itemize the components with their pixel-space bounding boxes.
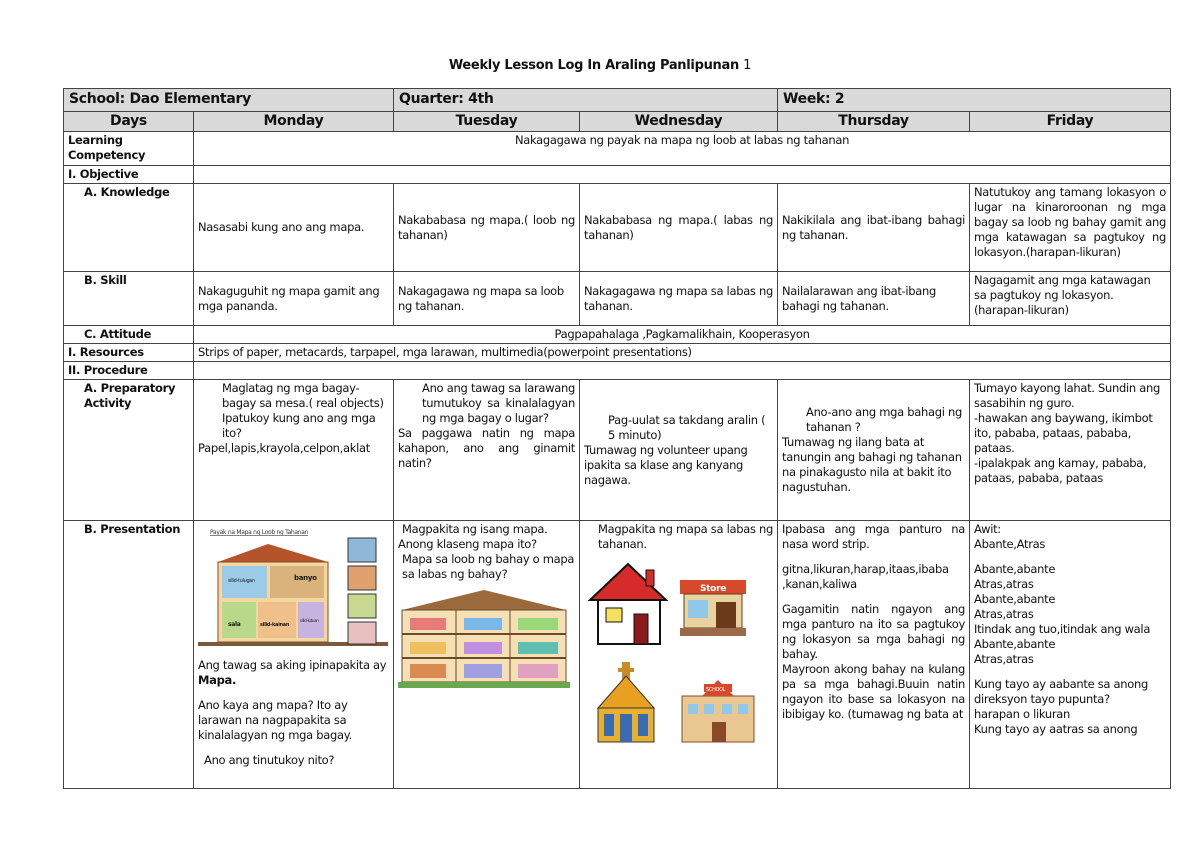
preparatory-tuesday: Ano ang tawag sa larawang tumutukoy sa kinalalagyan ng mga bagay o lugar? Sa paggawa natin ng mapa kahapon, ano ang ginamit natin?: [394, 380, 580, 521]
preparatory-friday: Tumayo kayong lahat. Sundin ang sasabihin ng guro. -hawakan ang baywang, ikimbot ito, pababa, pataas, pababa, pataas. -ipalakpak ang kamay, pababa, pataas, pababa, pataas: [970, 380, 1171, 521]
day-header: Days: [64, 112, 194, 132]
svg-text:silid-kainan: silid-kainan: [260, 622, 290, 628]
presentation-friday: Awit: Abante,Atras Abante,abante Atras,atras Abante,abante Atras,atras Itindak ang tuo,itindak ang wala Abante,abante Atras,atras Kung tayo ay aabante sa anong direksyon tayo pupunta? harapan o likuran Kung tayo ay aatras sa anong: [970, 521, 1171, 789]
objective-row: [64, 166, 1171, 184]
objective-label: I. Objective: [64, 166, 194, 184]
preparatory-row: [64, 380, 1171, 521]
procedure-label: II. Procedure: [64, 362, 194, 380]
knowledge-tuesday: Nakababasa ng mapa.( loob ng tahanan): [394, 184, 580, 272]
school-cell: School: Dao Elementary: [64, 89, 394, 112]
presentation-label: B. Presentation: [64, 521, 194, 789]
knowledge-friday: Natutukoy ang tamang lokasyon o lugar na kinaroroonan ng mga bagay sa loob ng bahay gamit ang mga katawagan sa pagtukoy ng lokasyon.(harapan-likuran): [970, 184, 1171, 272]
preparatory-wednesday: Pag-uulat sa takdang aralin ( 5 minuto) Tumawag ng volunteer upang ipakita sa klase ang kanyang nagawa.: [580, 380, 778, 521]
house-cutaway-illustration: [398, 588, 570, 688]
svg-text:silid-lutuan: silid-lutuan: [300, 618, 319, 623]
day-header: Thursday: [778, 112, 970, 132]
day-header: Tuesday: [394, 112, 580, 132]
skill-monday: Nakaguguhit ng mapa gamit ang mga pananda.: [194, 272, 394, 326]
resources-row: [64, 344, 1171, 362]
quarter-cell: Quarter: 4th: [394, 89, 778, 112]
svg-text:sala: sala: [228, 621, 241, 628]
attitude-text: Pagpapahalaga ,Pagkamalikhain, Kooperasyon: [194, 326, 1171, 344]
knowledge-wednesday: Nakababasa ng mapa.( labas ng tahanan): [580, 184, 778, 272]
house-floor-plan-illustration: [198, 522, 388, 654]
competency-row: [64, 132, 1171, 166]
day-header: Monday: [194, 112, 394, 132]
preparatory-label: A. Preparatory Activity: [64, 380, 194, 521]
presentation-monday: Payak na Mapa ng Loob ng Tahanan silid-tulugan banyo sala silid-kainan silid-lutuan Ang tawag sa aking ipinapakita ay Mapa. Ano kaya ang mapa? Ito ay larawan na nagpapakita sa kinalalagyan ng mga bagay. Ano ang tinutukoy nito?: [194, 521, 394, 789]
resources-label: I. Resources: [64, 344, 194, 362]
presentation-tuesday: Magpakita ng isang mapa. Anong klaseng mapa ito? Mapa sa loob ng bahay o mapa sa labas ng bahay?: [394, 521, 580, 789]
svg-text:SCHOOL: SCHOOL: [706, 687, 726, 693]
skill-friday: Nagagamit ang mga katawagan sa pagtukoy ng lokasyon. (harapan-likuran): [970, 272, 1171, 326]
presentation-row: [64, 521, 1171, 789]
preparatory-monday: Maglatag ng mga bagay-bagay sa mesa.( real objects) Ipatukoy kung ano ang mga ito? Papel,lapis,krayola,celpon,aklat: [194, 380, 394, 521]
knowledge-thursday: Nakikilala ang ibat-ibang bahagi ng tahanan.: [778, 184, 970, 272]
floor-plan-caption: Payak na Mapa ng Loob ng Tahanan: [210, 529, 309, 536]
header-row: [64, 89, 1171, 112]
knowledge-row: [64, 184, 1171, 272]
skill-wednesday: Nakagagawa ng mapa sa labas ng tahanan.: [580, 272, 778, 326]
presentation-thursday: Ipabasa ang mga panturo na nasa word strip. gitna,likuran,harap,itaas,ibaba ,kanan,kaliwa Gagamitin natin ngayon ang mga panturo na ito sa pagtukoy ng lokasyon sa mga bahagi ng bahay. Mayroon akong bahay na kulang pa sa mga bahagi.Buuin natin ngayon ito base sa lokasyon na ibibigay ko. (tumawag ng bata at: [778, 521, 970, 789]
day-header: Friday: [970, 112, 1171, 132]
attitude-row: [64, 326, 1171, 344]
procedure-row: [64, 362, 1171, 380]
lesson-log-table: [63, 88, 1171, 789]
skill-tuesday: Nakagagawa ng mapa sa loob ng tahanan.: [394, 272, 580, 326]
skill-row: [64, 272, 1171, 326]
day-header: Wednesday: [580, 112, 778, 132]
skill-label: B. Skill: [64, 272, 194, 326]
week-cell: Week: 2: [778, 89, 1171, 112]
days-row: [64, 112, 1171, 132]
resources-text: Strips of paper, metacards, tarpapel, mga larawan, multimedia(powerpoint presentations): [194, 344, 1171, 362]
competency-text: Nakagagawa ng payak na mapa ng loob at labas ng tahanan: [194, 132, 1171, 166]
competency-label: Learning Competency: [64, 132, 194, 166]
document-title: Weekly Lesson Log In Araling Panlipunan 1: [448, 58, 752, 73]
presentation-wednesday: Magpakita ng mapa sa labas ng tahanan. Store SCHOOL: [580, 521, 778, 789]
svg-text:Store: Store: [700, 584, 727, 594]
preparatory-thursday: Ano-ano ang mga bahagi ng tahanan ? Tumawag ng ilang bata at tanungin ang bahagi ng tahanan na pinakagusto nila at bakit ito nagustuhan.: [778, 380, 970, 521]
svg-text:silid-tulugan: silid-tulugan: [228, 578, 255, 584]
skill-thursday: Nailalarawan ang ibat-ibang bahagi ng tahanan.: [778, 272, 970, 326]
attitude-label: C. Attitude: [64, 326, 194, 344]
knowledge-label: A. Knowledge: [64, 184, 194, 272]
knowledge-monday: Nasasabi kung ano ang mapa.: [194, 184, 394, 272]
svg-text:banyo: banyo: [294, 574, 317, 582]
community-buildings-illustration: [584, 558, 764, 748]
